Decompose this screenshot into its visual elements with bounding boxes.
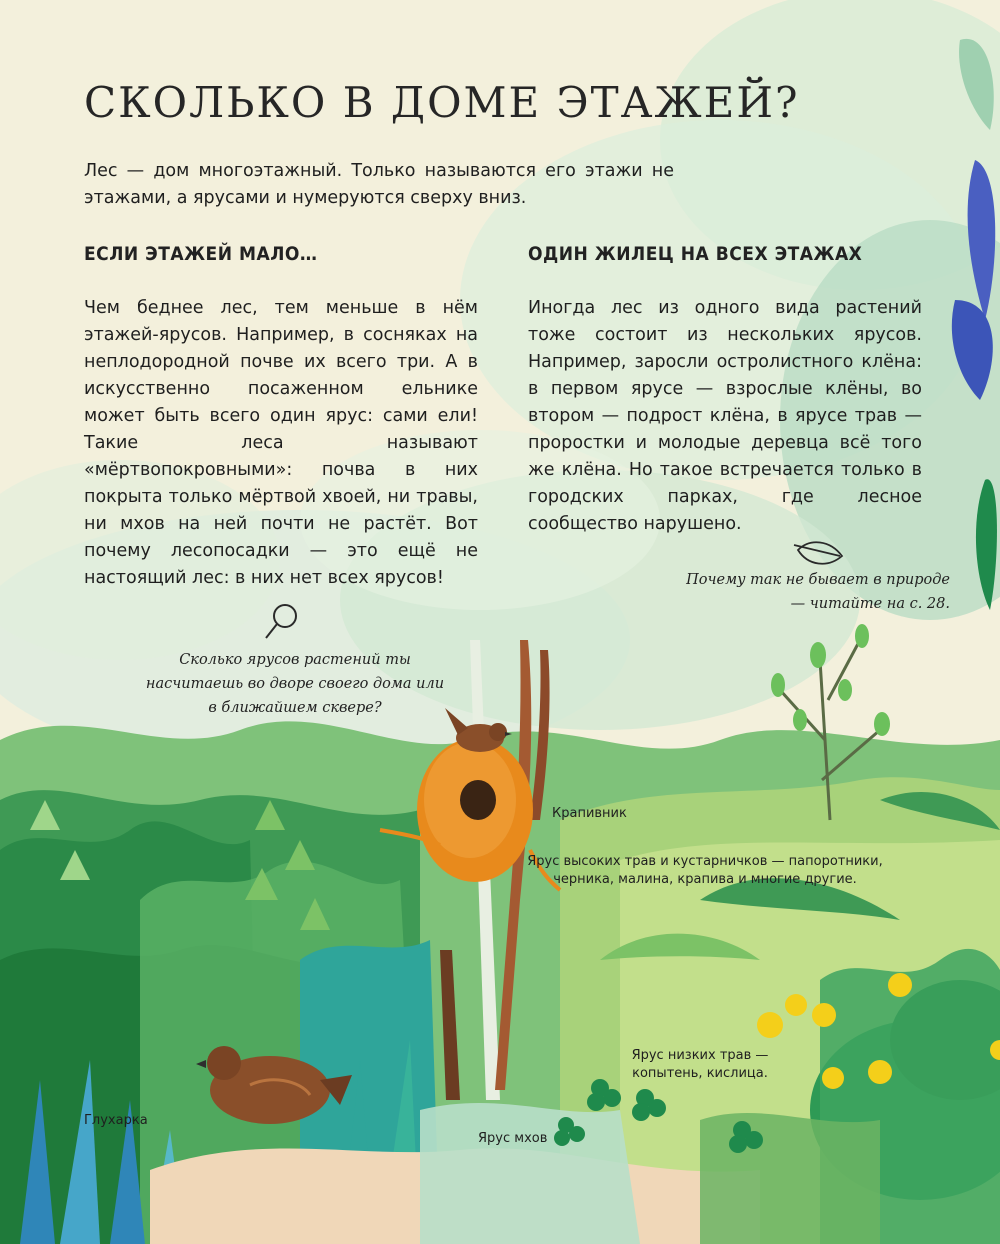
- right-note: Почему так не бывает в природе — читайте на с. 28.: [686, 572, 950, 612]
- intro-paragraph: Лес — дом многоэтажный. Только называются его этажи не этажами, а ярусами и нумеруются сверху вниз.: [84, 161, 674, 208]
- left-heading: ЕСЛИ ЭТАЖЕЙ МАЛО…: [84, 243, 318, 265]
- left-note: Сколько ярусов растений ты насчитаешь во дворе своего дома или в ближайшем сквере?: [145, 652, 445, 716]
- right-body: Иногда лес из одного вида растений тоже состоит из нескольких ярусов. Например, заросли остролистного клёна: в первом ярусе — взрослые клёны, во втором — подрост клёна, в ярусе трав — проростки и молодые деревца всё того же клёна. Но такое встречается только в городских парках, где лесное сообщество нарушено.: [528, 298, 922, 534]
- right-heading: ОДИН ЖИЛЕЦ НА ВСЕХ ЭТАЖАХ: [528, 243, 863, 265]
- label-low-herbs: Ярус низких трав — копытень, кислица.: [631, 1048, 769, 1081]
- label-tall-herbs: Ярус высоких трав и кустарничков — папоротники, черника, малина, крапива и многие другие.: [527, 854, 883, 887]
- label-grouse: Глухарка: [84, 1113, 148, 1128]
- label-moss: Ярус мхов: [478, 1131, 548, 1146]
- label-wren: Крапивник: [552, 806, 627, 821]
- page-title: СКОЛЬКО В ДОМЕ ЭТАЖЕЙ?: [84, 78, 800, 127]
- left-body: Чем беднее лес, тем меньше в нём этажей-ярусов. Например, в сосняках на неплодородной почве их всего три. А в искусственно посаженном ельнике может быть всего один ярус: сами ели! Такие леса называют «мёртвопокровными»: почва в них покрыта только мёртвой хвоей, ни травы, ни мхов на ней почти не растёт. Вот почему лесопосадки — это ещё не настоящий лес: в них нет всех ярусов!: [84, 298, 478, 588]
